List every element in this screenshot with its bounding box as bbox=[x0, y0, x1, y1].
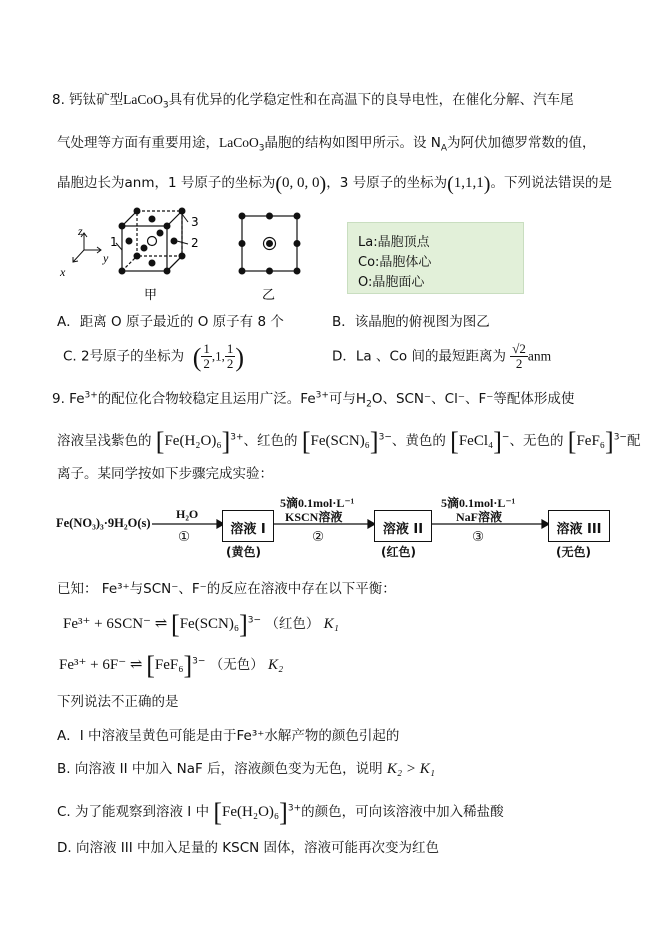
axis-label-z: z bbox=[78, 224, 83, 238]
legend-co: Co:晶胞体心 bbox=[358, 255, 432, 270]
q8-option-c: C. 2号原子的坐标为 ( $\frac{1}{2}$ ,1, $\frac{1}{2}$ ) bbox=[63, 341, 245, 372]
atom-label-2: 2 bbox=[191, 236, 199, 250]
flow-box-3: 溶液 III bbox=[548, 510, 610, 542]
flow-start: Fe(NO₃)₃·9H₂O(s) bbox=[56, 516, 151, 530]
flow-box-1: 溶液 I bbox=[222, 510, 274, 542]
axis-label-x: x bbox=[60, 265, 66, 279]
flow-step3-reagent-a: 5滴0.1mol·L⁻¹ bbox=[441, 496, 516, 510]
flow-step1-reagent: H₂O bbox=[176, 507, 199, 521]
q9-option-c: C. 为了能观察到溶液 I 中 $[Fe(H_2O)_6]^{3+}$的颜色，可向该溶液中加入稀盐酸 bbox=[57, 798, 504, 827]
q9-equation-2: Fe³⁺ + 6F⁻ ⇌ $[FeF_6]^{3-}$ （无色） K₂ bbox=[59, 651, 284, 680]
q9-line3: 离子。某同学按如下步骤完成实验： bbox=[57, 466, 273, 482]
q9-option-b: B. 向溶液 II 中加入 NaF 后，溶液颜色变为无色，说明 K₂ > K₁ bbox=[57, 761, 435, 777]
flow-box3-color: (无色) bbox=[556, 545, 591, 559]
q9-known: 已知： Fe³⁺与SCN⁻、F⁻的反应在溶液中存在以下平衡： bbox=[57, 581, 396, 597]
fig-label-yi: 乙 bbox=[262, 288, 276, 303]
flow-box2-color: (红色) bbox=[381, 545, 416, 559]
flow-step2-num: ② bbox=[312, 529, 325, 545]
flow-box-2: 溶液 II bbox=[374, 510, 432, 542]
atom-label-1: 1 bbox=[110, 235, 118, 249]
q9-option-a: A．I 中溶液呈黄色可能是由于Fe³⁺水解产物的颜色引起的 bbox=[57, 728, 400, 744]
flow-step3-num: ③ bbox=[472, 529, 485, 545]
legend-o: O:晶胞面心 bbox=[358, 275, 425, 290]
axis-label-y: y bbox=[103, 251, 109, 265]
flow-step1-num: ① bbox=[178, 529, 191, 545]
body-center-atom bbox=[148, 237, 157, 246]
unit-cell-figure-jia bbox=[55, 200, 225, 305]
flow-step2-reagent-b: KSCN溶液 bbox=[285, 510, 343, 524]
fig-label-jia: 甲 bbox=[144, 288, 158, 303]
q9-equation-1: Fe³⁺ + 6SCN⁻ ⇌ $[Fe(SCN)_6]^{3-}$ （红色） K₁ bbox=[63, 610, 339, 639]
legend-box bbox=[347, 222, 524, 294]
q9-line2: 溶液呈浅紫色的 $[Fe(H_2O)_6]^{3+}$、红色的 $[Fe(SCN)_6]^{3-}$、黄色的 [FeCl₄]−、无色的 $[FeF_6]^{3-}$配 bbox=[57, 427, 641, 456]
q8-line1: 8. 钙钛矿型LaCoO$_3$具有优异的化学稳定性和在高温下的良导电性，在催化分解、汽车尾 bbox=[52, 92, 574, 111]
q8-line2: 气处理等方面有重要用途，LaCoO$_3$晶胞的结构如图甲所示。设 $N_A$为阿伏加德罗常数的值， bbox=[57, 135, 596, 154]
q8-option-b: B．该晶胞的俯视图为图乙 bbox=[332, 314, 490, 330]
q9-line1: 9. $Fe^{3+}$的配位化合物较稳定且运用广泛。$Fe^{3+}$可与$H_2O$、SCN⁻、Cl⁻、F⁻等配体形成使 bbox=[52, 390, 575, 410]
q8-option-a: A．距离 O 原子最近的 O 原子有 8 个 bbox=[57, 314, 284, 330]
q8-line3: 晶胞边长为anm，1 号原子的坐标为(0, 0, 0)，3 号原子的坐标为(1,1,1)。下列说法错误的是 bbox=[57, 173, 612, 195]
flow-step3-reagent-b: NaF溶液 bbox=[456, 510, 502, 524]
q8-option-d: D．La 、Co 间的最短距离为 $\frac{√2}{2}$ anm bbox=[332, 341, 552, 371]
top-view-figure-yi bbox=[232, 208, 312, 305]
flow-step2-reagent-a: 5滴0.1mol·L⁻¹ bbox=[280, 496, 355, 510]
q9-ask: 下列说法不正确的是 bbox=[57, 694, 179, 710]
q9-option-d: D. 向溶液 III 中加入足量的 KSCN 固体，溶液可能再次变为红色 bbox=[57, 840, 440, 856]
legend-la: La:晶胞顶点 bbox=[358, 235, 430, 250]
flow-box1-color: (黄色) bbox=[226, 545, 261, 559]
atom-label-3: 3 bbox=[191, 215, 199, 229]
